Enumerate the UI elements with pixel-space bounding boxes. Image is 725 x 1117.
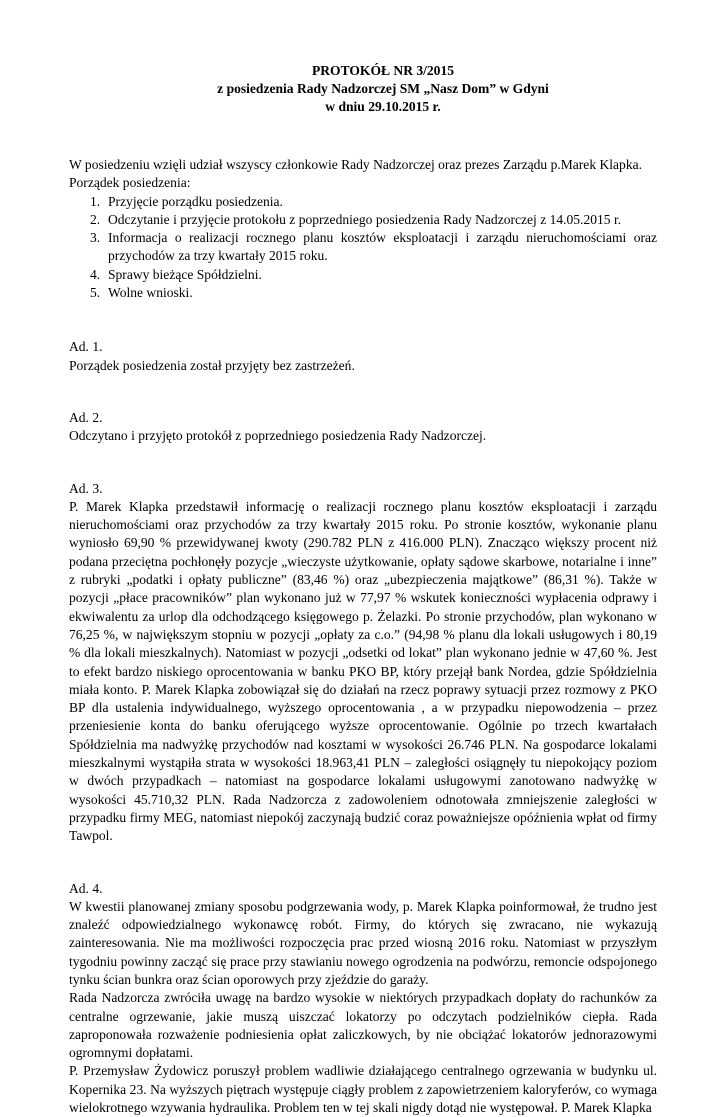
agenda-label: Porządek posiedzenia: (69, 174, 657, 192)
section-heading: Ad. 3. (69, 480, 657, 498)
section-heading: Ad. 2. (69, 409, 657, 427)
document-subtitle: z posiedzenia Rady Nadzorczej SM „Nasz Dom” w Gdyni (109, 80, 657, 98)
attendance-text: W posiedzeniu wzięli udział wszyscy członkowie Rady Nadzorczej oraz prezes Zarządu p.Marek Klapka. (69, 156, 657, 174)
section-heading: Ad. 1. (69, 338, 657, 356)
document-page (69, 62, 657, 1117)
section-paragraph: W kwestii planowanej zmiany sposobu podgrzewania wody, p. Marek Klapka poinformował, że trudno jest znaleźć odpowiedzialnego wykonawcę robót. Firmy, do których się zwracano, nie wykazują zainteresowania. Nie ma możliwości rozpoczęcia prac przed wiosną 2016 roku. Natomiast w przyszłym tygodniu powinny zacząć się prace przy stawianiu nowego ogrodzenia na podwórzu, remoncie odspojonego tynku ścian bunkra oraz ścian oporowych przy zjeździe do garaży. (69, 898, 657, 989)
section-ad4 (69, 880, 657, 1117)
agenda-item: 1. Przyjęcie porządku posiedzenia. (108, 193, 657, 211)
agenda-list (69, 193, 657, 303)
document-date: w dniu 29.10.2015 r. (109, 98, 657, 116)
document-title: PROTOKÓŁ NR 3/2015 (109, 62, 657, 80)
agenda-item: 3. Informacja o realizacji rocznego planu kosztów eksploatacji i zarządu nieruchomościami oraz przychodów za trzy kwartały 2015 roku. (108, 229, 657, 266)
section-ad2 (69, 409, 657, 446)
section-paragraph: P. Przemysław Żydowicz poruszył problem wadliwie działającego centralnego ogrzewania w budynku ul. Kopernika 23. Na wyższych piętrach występuje ciągły problem z zapowietrzeniem kaloryferów, co wymaga wielokrotnego wzywania hydraulika. Problem ten w tej skali nigdy dotąd nie występował. P. Marek Klapka (69, 1062, 657, 1117)
document-header (109, 62, 657, 116)
section-text: P. Marek Klapka przedstawił informację o realizacji rocznego planu kosztów eksploatacji i zarządu nieruchomościami oraz przychodów za trzy kwartały 2015 roku. Po stronie kosztów, wykonanie planu wyniosło 69,90 % przewidywanej kwoty (290.782 PLN z 416.000 PLN). Znacząco większy procent niż podana przeciętna pochłonęły pozycje „wieczyste użytkowanie, opłaty sądowe skarbowe, notarialne i inne” z rubryki „podatki i opłaty publiczne” (83,46 %) oraz „ubezpieczenia majątkowe” (86,31 %). Także w pozycji „płace pracowników” plan wykonano już w 77,97 % wskutek konieczności wypłacenia odprawy i ekwiwalentu za urlop dla odchodzącego księgowego p. Żelazki. Po stronie przychodów, plan wykonano w 76,25 %, w największym stopniu w pozycji „opłaty za c.o.” (94,98 % planu dla lokali usługowych i 80,19 % dla lokali mieszkalnych). Natomiast w pozycji „odsetki od lokat” plan wykonano jednie w 47,60 %. Jest to efekt bardzo niskiego oprocentowania w banku PKO BP, który przejął bank Nordea, gdzie Spółdzielnia miała konto. P. Marek Klapka zobowiązał się do działań na rzecz poprawy sytuacji przez rozmowy z PKO BP dla ustalenia indywidualnego, wyższego oprocentowania , a w przypadku niepowodzenia – przez przeniesienie konta do banku oferującego wyższe oprocentowanie. Ogólnie po trzech kwartałach Spółdzielnia ma nadwyżkę przychodów nad kosztami w wysokości 26.746 PLN. Na gospodarce lokalami mieszkalnymi wystąpiła strata w wysokości 18.963,41 PLN – zaległości osiągnęły tu niepokojący poziom w dwóch przypadkach – natomiast na gospodarce lokalami usługowymi zanotowano nadwyżkę w wysokości 45.710,32 PLN. Rada Nadzorcza z zadowoleniem odnotowała zmniejszenie zaległości w przypadku firmy MEG, natomiast niepokój zaczynają budzić coraz poważniejsze opóźnienia wpłat od firmy Tawpol. (69, 498, 657, 846)
section-text: Odczytano i przyjęto protokół z poprzedniego posiedzenia Rady Nadzorczej. (69, 427, 657, 445)
agenda-item: 5. Wolne wnioski. (108, 284, 657, 302)
agenda-item: 4. Sprawy bieżące Spółdzielni. (108, 266, 657, 284)
agenda-item: 2. Odczytanie i przyjęcie protokołu z poprzedniego posiedzenia Rady Nadzorczej z 14.05.2015 r. (108, 211, 657, 229)
section-ad1 (69, 338, 657, 375)
section-paragraph: Rada Nadzorcza zwróciła uwagę na bardzo wysokie w niektórych przypadkach dopłaty do rachunków za centralne ogrzewanie, jakie muszą uiszczać lokatorzy po odczytach podzielników ciepła. Rada zaproponowała rozważenie podniesienia opłat zaliczkowych, by nie obciążać lokatorów jednorazowymi ogromnymi dopłatami. (69, 989, 657, 1062)
section-ad3 (69, 480, 657, 846)
section-text: Porządek posiedzenia został przyjęty bez zastrzeżeń. (69, 357, 657, 375)
intro-section (69, 156, 657, 302)
section-heading: Ad. 4. (69, 880, 657, 898)
